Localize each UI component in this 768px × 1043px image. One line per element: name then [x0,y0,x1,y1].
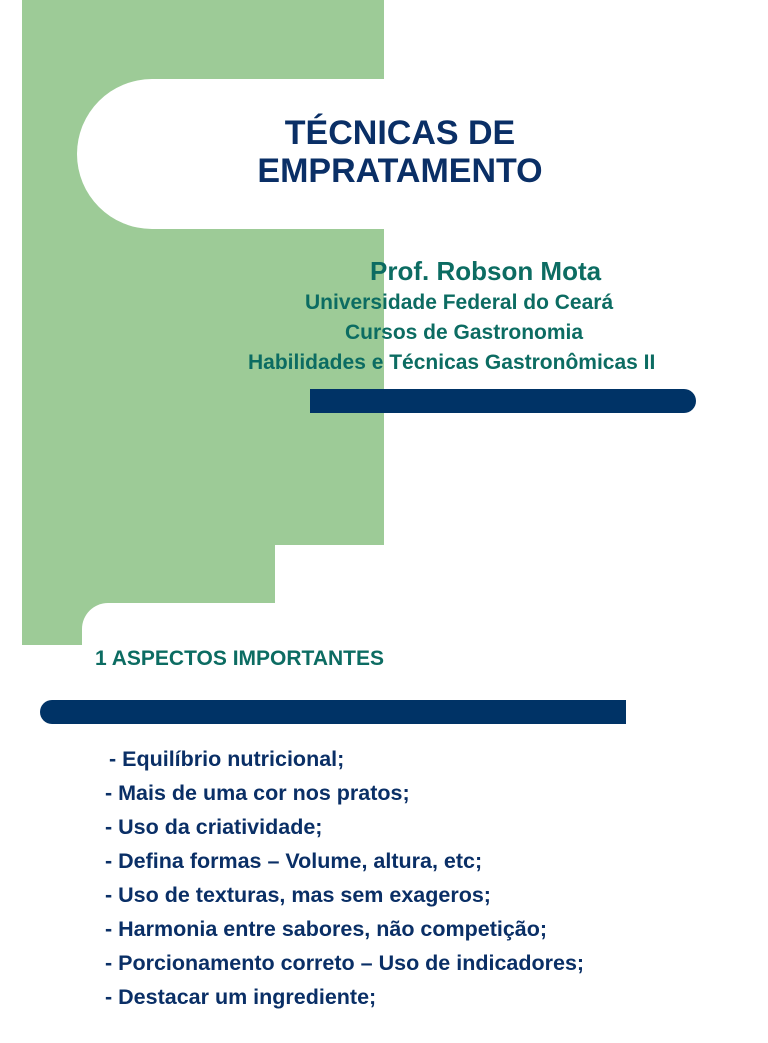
list-item: - Uso da criatividade; [105,815,323,839]
list-item: - Mais de uma cor nos pratos; [105,781,410,805]
list-item: - Uso de texturas, mas sem exageros; [105,883,491,907]
list-item: - Destacar um ingrediente; [105,985,377,1009]
university-name: Universidade Federal do Ceará [305,291,614,314]
aspects-list [105,742,584,1014]
list-item: - Porcionamento correto – Uso de indicadores; [105,951,585,975]
list-item: - Harmonia entre sabores, não competição; [105,917,548,941]
list-item: - Equilíbrio nutricional; [109,747,345,771]
title-line-2: EMPRATAMENTO [257,152,543,190]
course-name: Cursos de Gastronomia [345,321,584,344]
subject-name: Habilidades e Técnicas Gastronômicas II [248,351,656,374]
title-divider-bar [310,389,696,413]
list-item: - Defina formas – Volume, altura, etc; [105,849,483,873]
slide-title [200,114,600,190]
title-line-1: TÉCNICAS DE [284,114,516,152]
professor-name: Prof. Robson Mota [370,256,602,286]
section-divider-bar [40,700,626,724]
section-heading: 1 ASPECTOS IMPORTANTES [95,647,384,670]
